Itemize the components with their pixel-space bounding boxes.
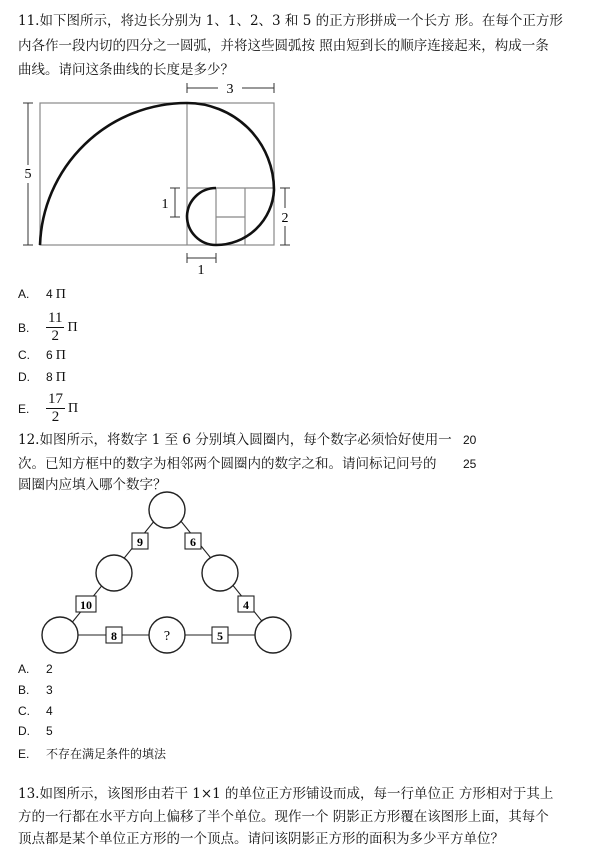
option-text: 2: [46, 662, 53, 676]
circle-bottom-left: [42, 617, 78, 653]
q12-option-d[interactable]: [18, 724, 53, 738]
option-letter: D.: [18, 724, 30, 738]
q11-line: 内各作一段内切的四分之一圆弧，并将这些圆弧按 照由短到长的顺序连接起来，构成一条: [18, 38, 549, 54]
q12-line: 12.如图所示，将数字 1 至 6 分别填入圆圈内，每个数字必须恰好使用一: [18, 432, 452, 448]
option-fraction: [46, 391, 65, 426]
circle-top: [149, 492, 185, 528]
circle-mid-right: [202, 555, 238, 591]
pi-symbol: Π: [68, 400, 79, 416]
option-text: 不存在满足条件的填法: [46, 747, 167, 761]
pi-symbol: Π: [67, 319, 78, 335]
option-letter: E.: [18, 747, 30, 761]
box-label: 10: [80, 598, 92, 612]
option-value: 8: [46, 370, 53, 384]
q11-option-e[interactable]: [18, 391, 78, 426]
q13-line: 13.如图所示，该图形由若干 1×1 的单位正方形铺设而成，每一行单位正 方形相对于其上: [18, 786, 554, 802]
option-value: 4: [46, 287, 53, 301]
label-top: 3: [226, 82, 234, 97]
option-letter: A.: [18, 662, 30, 676]
option-text: 5: [46, 724, 53, 738]
label-right: 2: [281, 211, 289, 226]
question-mark: ?: [163, 629, 171, 644]
q11-option-a[interactable]: [18, 287, 66, 303]
option-fraction: [46, 310, 64, 345]
box-label: 8: [111, 629, 117, 643]
q12-option-c[interactable]: [18, 704, 53, 718]
option-text: 3: [46, 683, 53, 697]
label-mid-left: 1: [161, 197, 169, 212]
option-letter: A.: [18, 287, 30, 301]
q12-option-a[interactable]: [18, 662, 53, 676]
box-label: 9: [137, 535, 143, 549]
box-label: 5: [217, 629, 223, 643]
circle-mid-left: [96, 555, 132, 591]
option-text: 4: [46, 704, 53, 718]
q11-spiral-figure: [0, 80, 320, 280]
q12-circle-triangle-figure: [0, 490, 320, 655]
pi-symbol: Π: [55, 287, 66, 302]
q11-line: 11.如下图所示，将边长分别为 1、1、2、3 和 5 的正方形拼成一个长方 形。在每个正方形: [18, 13, 563, 29]
fraction-numerator: 11: [48, 310, 63, 326]
option-letter: E.: [18, 401, 30, 416]
option-letter: C.: [18, 704, 30, 718]
pi-symbol: Π: [55, 370, 66, 385]
q13-line: 方的一行都在水平方向上偏移了半个单位。现作一个 阴影正方形覆在该图形上面，其每个: [18, 809, 549, 825]
fraction-numerator: 17: [48, 391, 63, 407]
box-label: 6: [190, 535, 196, 549]
option-letter: C.: [18, 348, 30, 362]
spiral-curve: [40, 103, 274, 245]
box-label: 4: [243, 598, 249, 612]
option-value: 6: [46, 348, 53, 362]
fraction-denominator: 2: [51, 328, 59, 344]
outer-rectangle: [40, 103, 274, 245]
q11-option-c[interactable]: [18, 348, 66, 364]
q11-option-b[interactable]: [18, 310, 78, 345]
q12-option-e[interactable]: [18, 745, 166, 762]
option-letter: B.: [18, 683, 30, 697]
label-left: 5: [24, 167, 32, 182]
q12-line: 圆圈内应填入哪个数字？: [18, 477, 167, 493]
q11-option-d[interactable]: [18, 370, 66, 386]
q12-option-b[interactable]: [18, 683, 53, 697]
q13-line: 顶点都是某个单位正方形的一个顶点。请问该阴影正方形的面积为多少平方单位？: [18, 831, 504, 847]
label-bottom: 1: [197, 263, 205, 278]
side-number: 20: [463, 433, 477, 447]
option-letter: B.: [18, 320, 30, 335]
circle-bottom-right: [255, 617, 291, 653]
q11-line: 曲线。请问这条曲线的长度是多少？: [18, 62, 234, 78]
side-number: 25: [463, 457, 477, 471]
option-letter: D.: [18, 370, 30, 384]
q12-line: 次。已知方框中的数字为相邻两个圆圈内的数字之和。请问标记问号的: [18, 456, 437, 472]
fraction-denominator: 2: [51, 409, 60, 425]
pi-symbol: Π: [55, 348, 66, 363]
